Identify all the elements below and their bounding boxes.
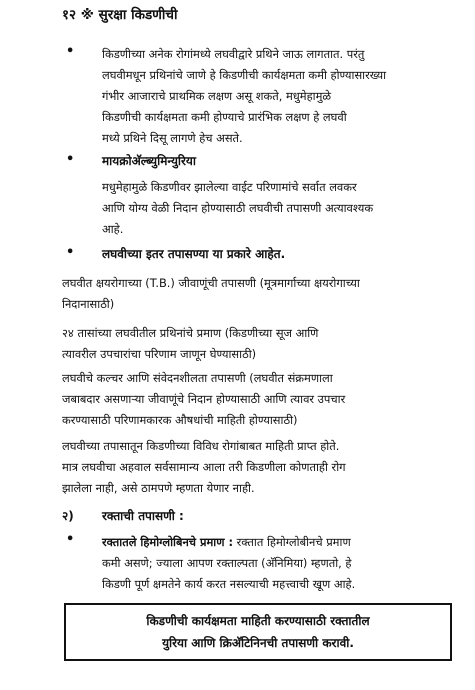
text-line: मात्र लघवीचा अहवाल सर्वसामान्य आला तरी किडणीला कोणताही रोग	[62, 460, 346, 474]
microalbuminuria-title: मायक्रोअ‍ॅल्ब्युमिन्युरिया	[102, 154, 196, 168]
bullet-3: •	[66, 245, 75, 260]
hemoglobin-lead: रक्तातले हिमोग्लोबिनचे प्रमाण :	[102, 535, 233, 549]
callout-line: युरिया आणि क्रिअ‍ॅटिनिनची तपासणी करावी.	[162, 636, 354, 650]
text-line: किडणीच्या अनेक रोगांमध्ये लघवीद्वारे प्रथिने जाऊ लागतात. परंतु	[102, 47, 365, 61]
text-line: लघवीचे कल्चर आणि संवेदनशीलता तपासणी (लघवीत संक्रमणाला	[62, 371, 333, 385]
paragraph-protein-in-urine	[102, 44, 454, 149]
paragraph-microalbuminuria	[102, 177, 454, 240]
paragraph-tb-test	[62, 273, 454, 315]
text-line: लघवीमधून प्रथिनांचे जाणे हे किडणीची कार्यक्षमता कमी होण्यासारख्या	[102, 68, 387, 82]
text-line	[102, 532, 454, 553]
text-fragment: रक्तात हिमोग्लोबीनचे प्रमाण	[233, 535, 351, 549]
callout-line: किडणीची कार्यक्षमता माहिती करण्यासाठी रक्तातील	[146, 614, 370, 628]
callout-box	[64, 603, 452, 661]
text-line: निदानासाठी)	[62, 297, 115, 311]
text-line: गंभीर आजाराचे प्राथमिक लक्षण असू शकते, मधुमेहामुळे	[102, 89, 332, 103]
bullet-1: •	[66, 44, 75, 59]
paragraph-urine-report-note	[62, 436, 454, 499]
blood-test-title: रक्ताची तपासणी :	[102, 509, 184, 523]
text-line: किडणीची कार्यक्षमता कमी होण्याचे प्रारंभिक लक्षण हे लघवी	[102, 110, 347, 124]
text-line: किडणी पूर्ण क्षमतेने कार्य करत नसल्याची महत्त्वाची खूण आहे.	[102, 577, 356, 591]
text-line: मधुमेहामुळे किडणीवर झालेल्या वाईट परिणामांचे सर्वात लवकर	[102, 180, 357, 194]
page-heading: १२ ※ सुरक्षा किडणीची	[62, 7, 178, 23]
text-line: लघवीत क्षयरोगाच्या (T.B.) जीवाणूंची तपासणी (मूत्रमार्गाच्या क्षयरोगाच्या	[62, 276, 360, 290]
text-line: २४ तासांच्या लघवीतील प्रथिनांचे प्रमाण (किडणीच्या सूज आणि	[62, 326, 319, 340]
paragraph-culture-test	[62, 368, 454, 431]
text-line: लघवीच्या तपासातून किडणीच्या विविध रोगांबाबत माहिती प्राप्त होते.	[62, 439, 340, 453]
text-line: झालेला नाही, असे ठामपणे म्हणता येणार नाही.	[62, 481, 255, 495]
text-line: आणि योग्य वेळी निदान होण्यासाठी लघवीची तपासणी अत्यावश्यक	[102, 201, 374, 215]
bullet-4: •	[66, 532, 75, 547]
text-line: मध्ये प्रथिने दिसू लागणे हेच असते.	[102, 131, 243, 145]
bullet-2: •	[66, 152, 75, 167]
paragraph-24h-protein	[62, 323, 454, 365]
section-number-2: २)	[62, 509, 74, 523]
text-line: करण्यासाठी परिणामकारक औषधांची माहिती होण्यासाठी)	[62, 413, 298, 427]
text-line: जबाबदार असणाऱ्या जीवाणूंचे निदान होण्यासाठी आणि त्यावर उपचार	[62, 392, 346, 406]
text-line: कमी असणे; ज्याला आपण रक्ताल्पता (अ‍ॅनिमिया) म्हणतो, हे	[102, 556, 352, 570]
text-line: आहे.	[102, 222, 124, 236]
paragraph-hemoglobin	[102, 532, 454, 595]
text-line: त्यावरील उपचारांचा परिणाम जाणून घेण्यासाठी)	[62, 347, 257, 361]
other-urine-tests-title: लघवीच्या इतर तपासण्या या प्रकारे आहेत.	[102, 247, 286, 261]
